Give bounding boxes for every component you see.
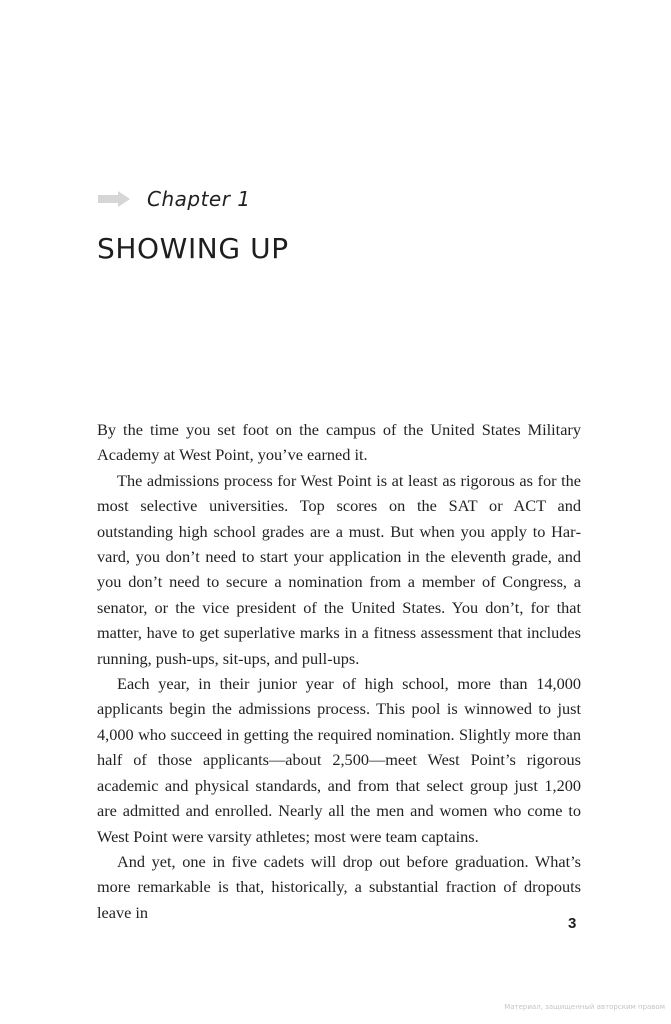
- arrow-right-icon: [98, 191, 130, 207]
- paragraph: Each year, in their junior year of high school, more than 14,000 applicants begin the admissions process. This pool is winnowed to just 4,000 who succeed in getting the required nomination. Slightly more than half of those applicants—about 2,500—meet West Point’s rigorous academic and physical standards, and from that select group just 1,200 are admitted and enrolled. Nearly all the men and women who come to West Point were varsity athletes; most were team captains.: [97, 674, 581, 846]
- body-text: [97, 417, 581, 925]
- chapter-number: Chapter 1: [147, 187, 251, 211]
- page-number: 3: [568, 915, 577, 932]
- copyright-watermark: Материал, защищенный авторским правом: [504, 1003, 665, 1011]
- paragraph: And yet, one in five cadets will drop out before graduation. What’s more remarkable is that, historically, a substantial fraction of dropouts leave in: [97, 851, 581, 922]
- paragraph: By the time you set foot on the campus of the United States Military Academy at West Point, you’ve earned it.: [97, 420, 581, 465]
- paragraph: The admissions process for West Point is at least as rigorous as for the most selective universities. Top scores on the SAT or ACT and outstanding high school grades are a must. But when you apply to Harvard, you don’t need to start your application in the eleventh grade, and you don’t need to secure a nomination from a member of Congress, a senator, or the vice president of the United States. You don’t, for that matter, have to get superlative marks in a fitness assessment that includes running, push-ups, sit-ups, and pull-ups.: [97, 470, 581, 668]
- chapter-title: SHOWING UP: [97, 232, 289, 265]
- chapter-label: [98, 184, 251, 214]
